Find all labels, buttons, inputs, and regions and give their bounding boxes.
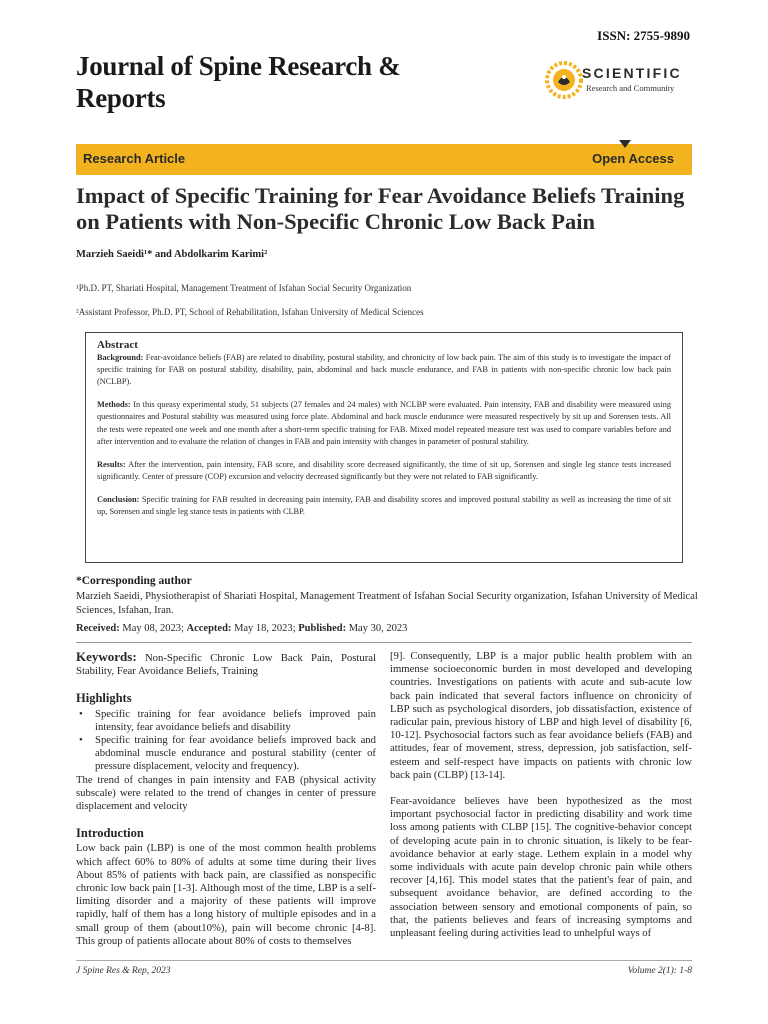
received-label: Received: bbox=[76, 623, 120, 634]
logo-subtitle: Research and Community bbox=[586, 83, 675, 93]
open-access-label[interactable]: Open Access bbox=[592, 151, 674, 166]
received-date: May 08, 2023; bbox=[119, 623, 187, 634]
abstract-conclusion bbox=[97, 494, 671, 518]
highlight-trend-text: The trend of changes in pain intensity and FAB (physical activity subscale) were related to the trend of changes in center of pressure displacement and velocity bbox=[76, 773, 376, 813]
section-divider bbox=[76, 642, 692, 643]
open-access-marker-icon bbox=[619, 140, 631, 148]
affiliation-1: ¹Ph.D. PT, Shariati Hospital, Management Treatment of Isfahan Social Security Organization bbox=[76, 283, 412, 293]
accepted-label: Accepted: bbox=[186, 623, 232, 634]
introduction-paragraph-1: Low back pain (LBP) is one of the most common health problems which affect 60% to 80% of adults at some time during their lives About 85% of patients with back pain, are classified as nonspecific chronic low back pain [1-3]. Although most of the time, LBP is a self-limiting disorder and a majority of these patients will improve rapidly, half of them has a long history of multiple episodes and in a small group of them (about10%), pain will become chronic [4-8]. This group of patients allocate about 80% of costs to themselves bbox=[76, 842, 376, 947]
keywords-label: Keywords: bbox=[76, 649, 137, 664]
logo-emblem-icon bbox=[542, 58, 586, 102]
journal-title: Journal of Spine Research & Reports bbox=[76, 51, 401, 113]
footer-divider bbox=[76, 960, 692, 961]
publication-dates bbox=[76, 623, 407, 634]
article-type-banner bbox=[76, 144, 692, 175]
highlight-item-1: • Specific training for fear avoidance beliefs improved pain intensity, fear avoidance beliefs and disability bbox=[76, 708, 376, 734]
highlight-item-2: • Specific training for fear avoidance beliefs improved back and abdominal muscle endurance and postural stability (center of pressure displacement, velocity and frequency). bbox=[76, 734, 376, 774]
abstract-background-label: Background: bbox=[97, 353, 144, 363]
footer-volume: Volume 2(1): 1-8 bbox=[627, 966, 692, 976]
logo-wordmark: SCIENTIFIC bbox=[582, 65, 682, 81]
abstract-background bbox=[97, 352, 671, 388]
published-date: May 30, 2023 bbox=[346, 623, 408, 634]
abstract-results bbox=[97, 459, 671, 483]
abstract-conclusion-label: Conclusion: bbox=[97, 494, 140, 504]
corresponding-author-heading: *Corresponding author bbox=[76, 575, 192, 587]
abstract-methods-text: In this queasy experimental study, 51 subjects (27 females and 24 males) with NCLBP were evaluated. Pain intensity, FAB and disability were measured using questionnaires and Postural stability was measured using force plate. Abdominal and back muscle endurance were measured respectively by sit up and Sorensen tests. All the tests were repeated one week and one month after a short-term specific training for FAB. Mixed model repeated measure test was used to compare variables before and after intervention and to evaluate the relation of changes in FAB and pain intensity with changes in parameter of postural stability. bbox=[97, 400, 671, 446]
abstract-methods-label: Methods: bbox=[97, 400, 131, 410]
abstract-background-text: Fear-avoidance beliefs (FAB) are related to disability, postural stability, and chronicity of low back pain. The aim of this study is to investigate the impact of specific training for FAB on postural stability, disability, pain, abdominal and back muscle endurance, and FAB in patients with non-specific chronic low back pain (NCLBP). bbox=[97, 353, 671, 387]
abstract-methods bbox=[97, 399, 671, 447]
keywords-text: Non-Specific Chronic Low Back Pain, Postural Stability, Fear Avoidance Beliefs, Training bbox=[76, 652, 376, 678]
abstract-box bbox=[85, 332, 683, 563]
body-column-right bbox=[390, 650, 692, 940]
accepted-date: May 18, 2023; bbox=[231, 623, 299, 634]
abstract-results-text: After the intervention, pain intensity, FAB score, and disability score decreased significantly, the time of sit up, Sorensen and single leg stance tests increased significantly. Center of pressure (COP) excursion and velocity decreased significantly but they were not related to FAB significantly. bbox=[97, 459, 671, 481]
abstract-results-label: Results: bbox=[97, 459, 126, 469]
issn-number: ISSN: 2755-9890 bbox=[597, 28, 690, 43]
published-label: Published: bbox=[298, 623, 347, 634]
author-list: Marzieh Saeidi¹* and Abdolkarim Karimi² bbox=[76, 249, 268, 260]
affiliation-2: ²Assistant Professor, Ph.D. PT, School of Rehabilitation, Isfahan University of Medical Sciences bbox=[76, 307, 424, 317]
publisher-logo[interactable] bbox=[542, 58, 702, 108]
article-type-label: Research Article bbox=[83, 151, 186, 166]
article-title: Impact of Specific Training for Fear Avoidance Beliefs Training on Patients with Non-Specific Chronic Low Back Pain bbox=[76, 183, 685, 234]
keywords bbox=[76, 650, 376, 678]
corresponding-author-text: Marzieh Saeidi, Physiotherapist of Shariati Hospital, Management Treatment of Isfahan Social Security organization, Isfahan University of Medical Sciences, Isfahan, Iran. bbox=[76, 591, 698, 616]
body-paragraph-right-1: [9]. Consequently, LBP is a major public health problem with an immense socioeconomic burden in most developed and developing countries. Investigations on patients with acute and sub-acute low back pain indicated that several factors influence on chronicity of LBP such as psychological disorders, job dissatisfaction, existence of radicular pain, previous history of LBP and high level of disability [6, 10-12]. Psychosocial factors such as fear avoidance beliefs (FAB) and attitudes, fear of movement, stress, depression, job satisfaction, self-esteem and self-respect have impacts on patients with chronic low back pain (CLBP) [13-14]. bbox=[390, 650, 692, 781]
body-column-left bbox=[76, 650, 376, 948]
abstract-conclusion-text: Specific training for FAB resulted in decreasing pain intensity, FAB and disability scores and improved postural stability as well as increasing the time of sit up, Sorensen and single leg stance tests in patients with CLBP. bbox=[97, 494, 671, 517]
highlights-heading: Highlights bbox=[76, 691, 132, 706]
footer-citation: J Spine Res & Rep, 2023 bbox=[76, 966, 171, 976]
abstract-heading: Abstract bbox=[97, 339, 138, 351]
introduction-heading: Introduction bbox=[76, 826, 144, 841]
body-paragraph-right-2: Fear-avoidance believes have been hypothesized as the most important psychosocial factor in predicting disability and work time loss among patients with CLBP [15]. The cognitive-behavior concept of developing acute pain in to chronic situation, is likely to be fear-avoidance behavior at early stage. Lethem explain in a model why some individuals with acute pain develop chronic pain while others recover [4,16]. This model states that the patient's fear of pain, and subsequent avoidance behavior, are defined according to the association between sensory and emotional components of pain, so that, the patients believes and fears of increasing symptoms and unpleasant feeling during activities lead to unhelpful ways of bbox=[390, 795, 692, 940]
